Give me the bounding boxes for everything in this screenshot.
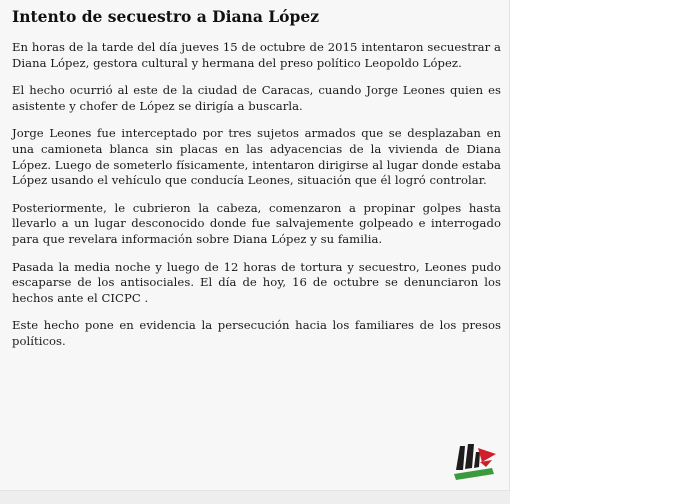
paragraph-3: Jorge Leones fue interceptado por tres sujetos armados que se desplazaban en una camioneta blanca sin placas en las adyacencias de la vivienda de Diana López. Luego de someterlo físicamente, intentaron dirigirse al lugar donde estaba López usando el vehículo que conducía Leones, situación que él logró controlar. (12, 126, 501, 188)
logo-dark-block-right (474, 452, 480, 468)
paragraph-6: Este hecho pone en evidencia la persecución hacia los familiares de los presos políticos. (12, 318, 501, 348)
paragraph-4: Posteriormente, le cubrieron la cabeza, comenzaron a propinar golpes hasta llevarlo a un lugar desconocido donde fue salvajemente golpeado e interrogado para que revelara información sobre Diana López y su familia. (12, 200, 501, 246)
logo-dark-block-left (456, 446, 465, 470)
organization-logo-icon (452, 440, 498, 482)
logo-red-wedge (478, 448, 496, 462)
paragraph-2: El hecho ocurrió al este de la ciudad de Caracas, cuando Jorge Leones quien es asistente y chofer de López se dirigía a buscarla. (12, 83, 501, 113)
document-title: Intento de secuestro a Diana López (12, 7, 320, 26)
logo-dark-block-middle (465, 444, 474, 469)
paragraph-1: En horas de la tarde del día jueves 15 de octubre de 2015 intentaron secuestrar a Diana López, gestora cultural y hermana del preso político Leopoldo López. (12, 40, 501, 70)
paragraph-5: Pasada la media noche y luego de 12 horas de tortura y secuestro, Leones pudo escaparse de los antisociales. El día de hoy, 16 de octubre se denunciaron los hechos ante el CICPC . (12, 259, 501, 305)
bottom-scroll-strip (0, 490, 510, 504)
